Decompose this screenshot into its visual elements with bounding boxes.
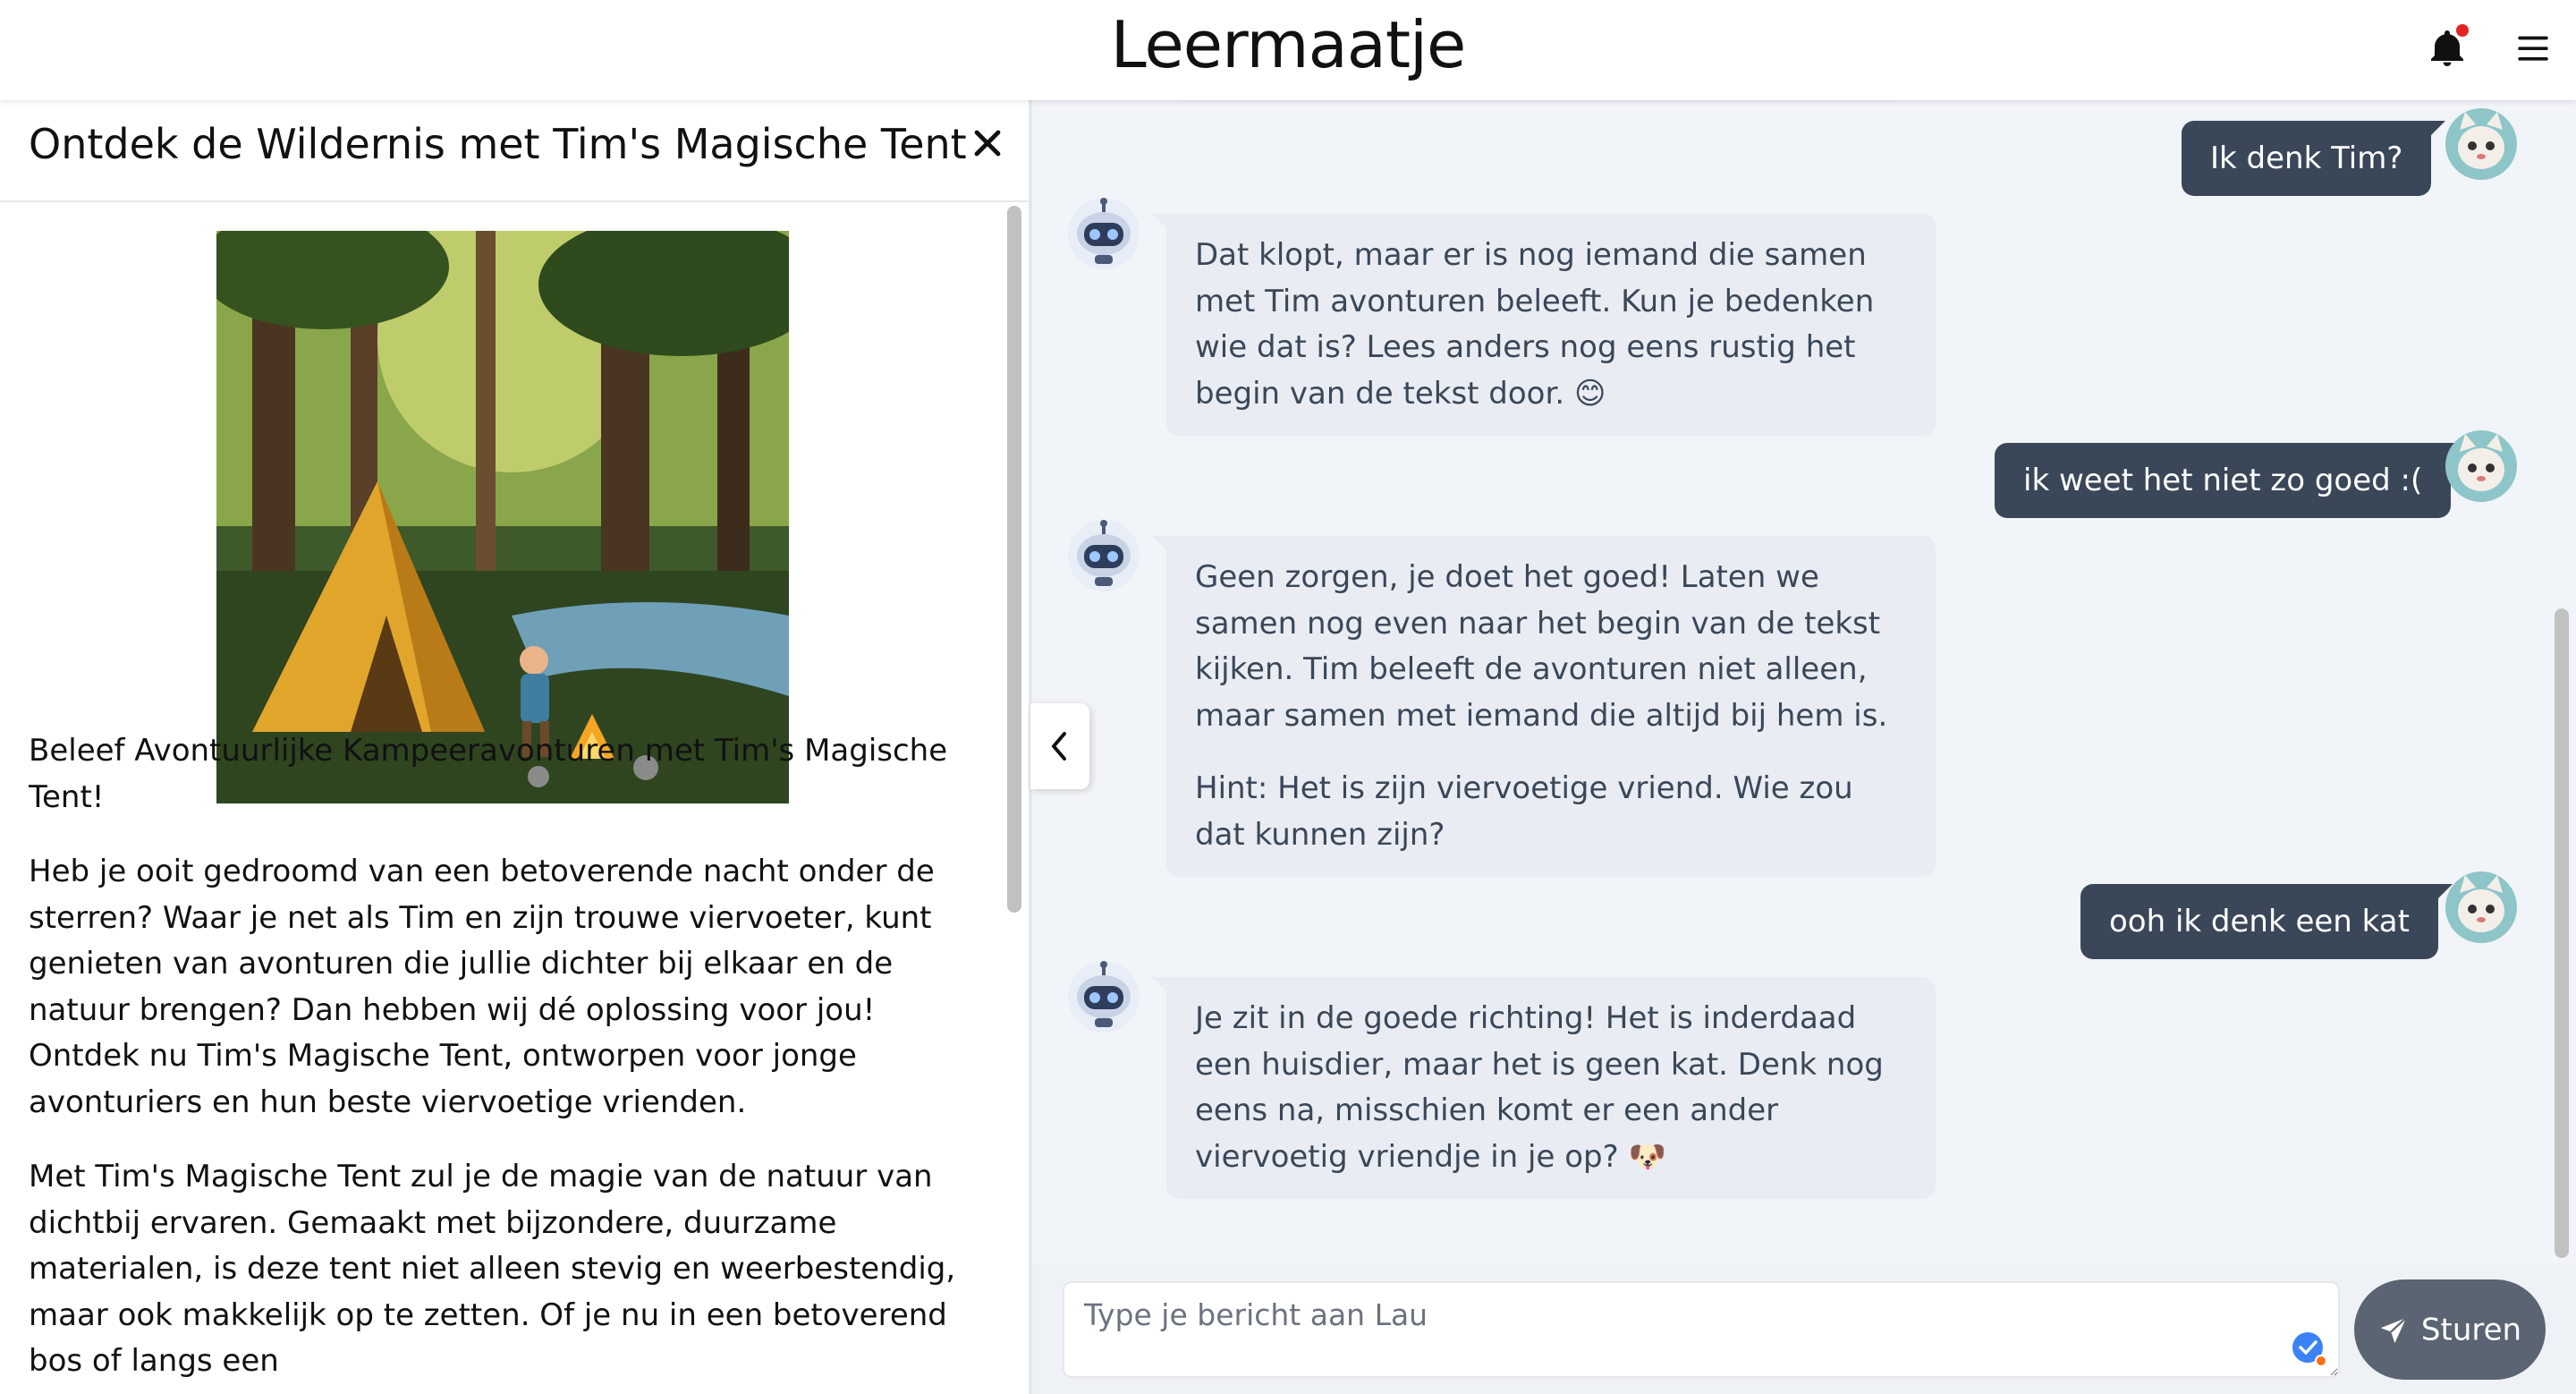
close-icon[interactable] [966, 122, 1009, 165]
composer [1032, 1263, 2576, 1394]
article-scrollbar[interactable] [1007, 206, 1021, 913]
cat-avatar-icon [2444, 106, 2519, 182]
bot-message [1166, 214, 1936, 436]
notification-dot [2456, 24, 2469, 37]
message-text: Je zit in de goede richting! Het is inderdaad een huisdier, maar het is geen kat. Denk nog eens na, misschien komt er een ander viervoetig vriendje in je op? 🐶 [1195, 1000, 1884, 1175]
robot-avatar-icon [1066, 196, 1141, 271]
chat-scrollbar[interactable] [2555, 608, 2569, 1258]
cat-avatar-icon [2444, 870, 2519, 945]
message-text: Ik denk Tim? [2210, 140, 2403, 176]
collapse-panel-button[interactable] [1030, 703, 1089, 789]
message-text: ik weet het niet zo goed :( [2023, 463, 2423, 498]
chevron-left-icon [1030, 703, 1089, 789]
message-text: Dat klopt, maar er is nog iemand die samen met Tim avonturen beleeft. Kun je bedenken wie dat is? Lees anders nog eens rustig het begin van de tekst door. 😊 [1195, 237, 1875, 412]
article-paragraph: Met Tim's Magische Tent zul je de magie van de natuur van dichtbij ervaren. Gemaakt met bijzondere, duurzame materialen, is deze tent niet alleen stevig en weerbestendig, maar ook makkelijk op te zetten. Of je nu in een betoverend bos of langs een [29, 1159, 956, 1379]
user-message [2182, 121, 2431, 196]
send-button[interactable] [2354, 1279, 2546, 1380]
article-hero-image [216, 231, 789, 803]
bell-icon[interactable] [2426, 27, 2469, 70]
previous-message-edge [1166, 100, 1907, 102]
article-paragraph: Heb je ooit gedroomd van een betoverende nacht onder de sterren? Waar je net als Tim en zijn trouwe viervoeter, kunt genieten van avonturen die jullie dichter bij elkaar en de natuur brengen? Dan hebben wij dé oplossing voor jou! Ontdek nu Tim's Magische Tent, ontworpen voor jonge avonturiers en hun beste viervoetige vrienden. [29, 854, 935, 1120]
bot-message [1166, 977, 1936, 1199]
robot-avatar-icon [1066, 518, 1141, 593]
user-message [1995, 443, 2451, 518]
cat-avatar-icon [2444, 429, 2519, 504]
article-header [0, 100, 1030, 202]
message-text: ooh ik denk een kat [2109, 904, 2410, 939]
app-title: Leermaatje [1110, 7, 1466, 82]
article-title: Ontdek de Wildernis met Tim's Magische Tent [29, 120, 967, 168]
message-text: Hint: Het is zijn viervoetige vriend. Wie zou dat kunnen zijn? [1195, 770, 1853, 853]
user-message [2080, 884, 2438, 959]
bot-message [1166, 536, 1936, 877]
message-input[interactable] [1063, 1281, 2340, 1378]
chat-thread [1032, 100, 2576, 1263]
article-paragraph: Beleef Avontuurlijke Kampeeravonturen met Tim's Magische Tent! [29, 733, 948, 815]
top-bar [0, 0, 2576, 100]
send-button-label: Sturen [2420, 1312, 2522, 1348]
article-text [29, 728, 986, 1394]
robot-avatar-icon [1066, 959, 1141, 1034]
message-text: Geen zorgen, je doet het goed! Laten we samen nog even naar het begin van de tekst kijken. Tim beleeft de avonturen niet alleen, maar samen met iemand die altijd bij hem is. [1195, 559, 1888, 734]
hamburger-menu-icon[interactable] [2515, 30, 2551, 66]
spellcheck-badge-icon[interactable] [2292, 1331, 2327, 1367]
paper-plane-icon [2378, 1315, 2409, 1346]
